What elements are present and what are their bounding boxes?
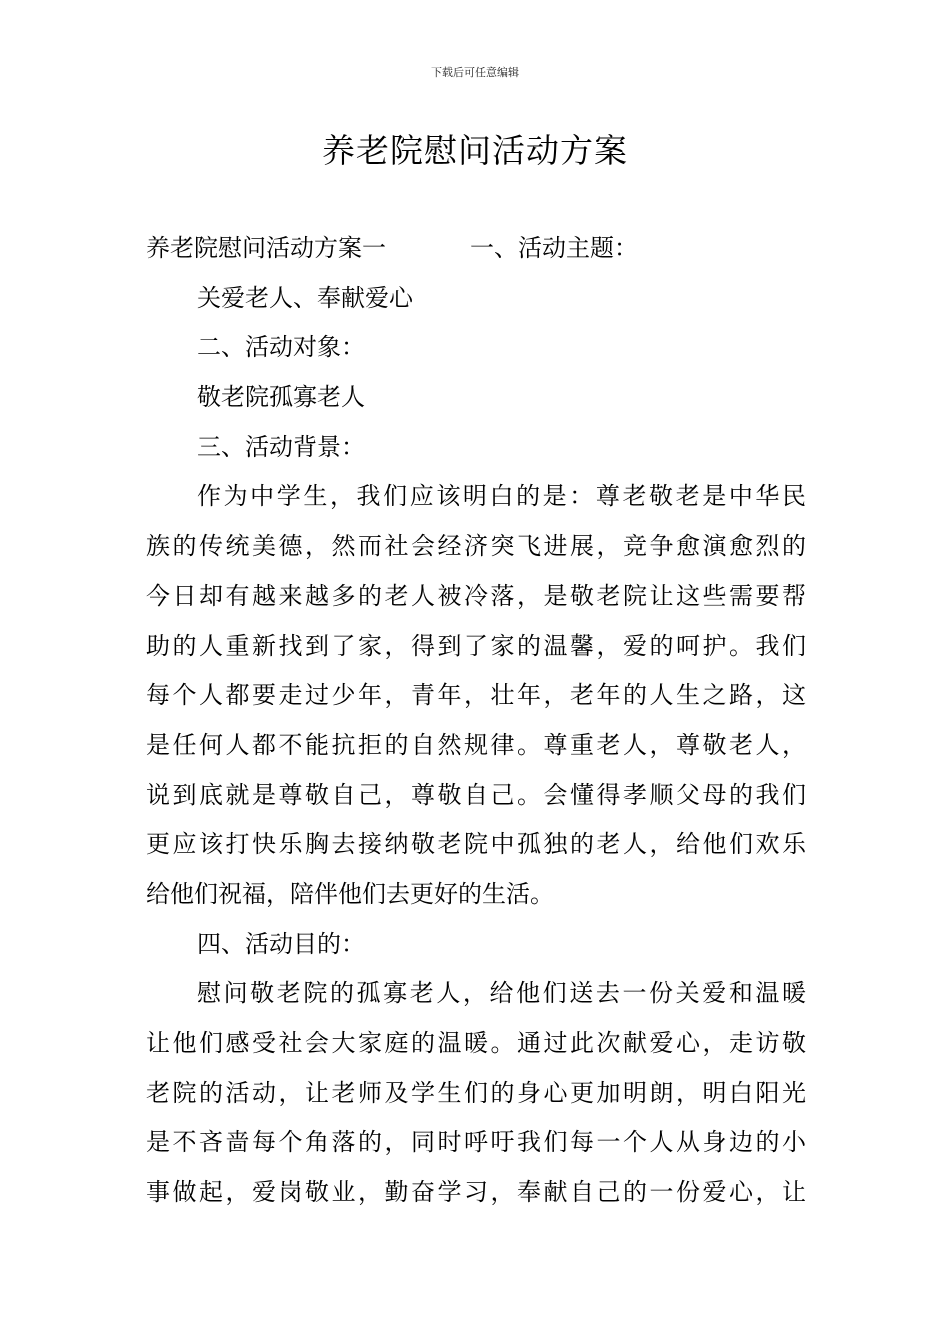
- theme-text: 关爱老人、奉献爱心: [197, 283, 413, 312]
- purpose-line-2: 让他们感受社会大家庭的温暖。通过此次献爱心，走访敬: [146, 1029, 806, 1057]
- background-line-6: 是任何人都不能抗拒的自然规律。尊重老人，尊敬老人，: [146, 730, 806, 759]
- section-heading-target: 二、活动对象：: [197, 333, 365, 362]
- background-line-7: 说到底就是尊敬自己，尊敬自己。会懂得孝顺父母的我们: [146, 780, 806, 809]
- header-note: 下载后可任意编辑: [431, 66, 519, 79]
- background-line-8: 更应该打快乐胸去接纳敬老院中孤独的老人，给他们欢乐: [146, 830, 806, 859]
- background-line-9: 给他们祝福，陪伴他们去更好的生活。: [146, 879, 554, 908]
- section-heading-purpose: 四、活动目的：: [197, 929, 365, 958]
- document-body: [146, 224, 806, 1218]
- intro-label: 养老院慰问活动方案一: [146, 234, 386, 262]
- purpose-line-3: 老院的活动，让老师及学生们的身心更加明朗，明白阳光: [146, 1078, 806, 1107]
- background-line-5: 每个人都要走过少年，青年，壮年，老年的人生之路，这: [146, 681, 806, 710]
- target-text: 敬老院孤寡老人: [197, 383, 365, 412]
- section-heading-background: 三、活动背景：: [197, 432, 365, 461]
- background-line-3: 今日却有越来越多的老人被冷落，是敬老院让这些需要帮: [146, 581, 806, 610]
- intro-line: [146, 224, 806, 274]
- purpose-line-5: 事做起，爱岗敬业，勤奋学习，奉献自己的一份爱心，让: [146, 1178, 806, 1207]
- background-line-4: 助的人重新找到了家，得到了家的温馨，爱的呵护。我们: [146, 631, 806, 660]
- document-title: 养老院慰问活动方案: [322, 131, 628, 170]
- purpose-line-4: 是不吝啬每个角落的，同时呼吁我们每一个人从身边的小: [146, 1128, 806, 1157]
- background-line-2: 族的传统美德，然而社会经济突飞进展，竞争愈演愈烈的: [146, 532, 806, 561]
- purpose-line-1: 慰问敬老院的孤寡老人，给他们送去一份关爱和温暖: [197, 979, 806, 1008]
- background-line-1: 作为中学生，我们应该明白的是：尊老敬老是中华民: [197, 482, 806, 511]
- section-heading-theme: 一、活动主题：: [470, 234, 638, 262]
